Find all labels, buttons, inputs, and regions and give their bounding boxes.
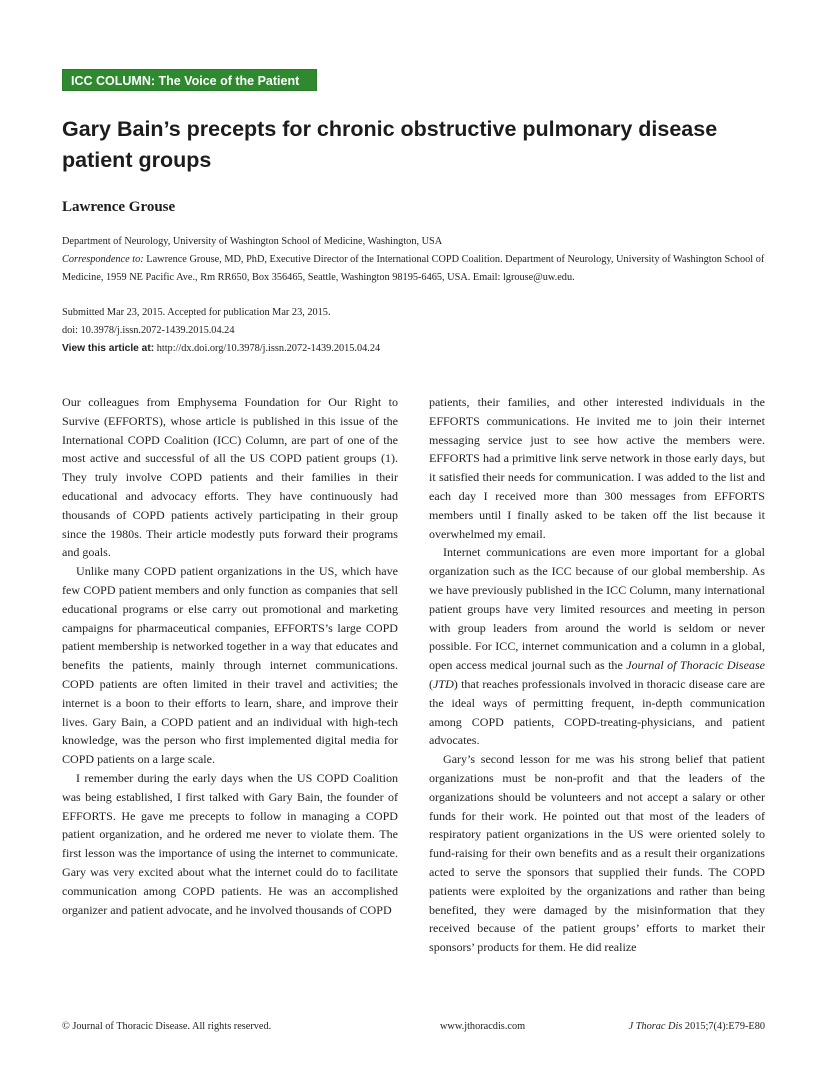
- paragraph: patients, their families, and other interested individuals in the EFFORTS communications. He invited me to join their internet messaging service just to see how active the members were. EFFORTS had a primitive link serve network in those early days, but it satisfied their needs for communication. I was added to the list and each day I received more than 300 messages from EFFORTS members until I finally asked to be taken off the list because it overwhelmed my email.: [429, 395, 765, 541]
- correspondence-text: Lawrence Grouse, MD, PhD, Executive Director of the International COPD Coalition. Department of Neurology, University of Washington School of Medicine, 1959 NE Pacific Ave., Rm RR650, Box 356465, Seattle, Washington 98195-6465, USA. Email: lgrouse@uw.edu.: [62, 254, 765, 283]
- view-article-line: [62, 340, 772, 357]
- affiliation: Department of Neurology, University of Washington School of Medicine, Washington, USA: [62, 236, 443, 247]
- body-column-right: [429, 393, 765, 957]
- paragraph: Unlike many COPD patient organizations in the US, which have few COPD patient members and only function as companies that sell educational programs or else carry out promotional and marketing campaigns for pharmaceutical companies, EFFORTS’s large COPD patient membership is networked together in a way that educates and benefits the patients, mainly through internet communications. COPD patients are often limited in their travel and activities; the internet is a boon to their efforts to learn, share, and improve their lives. Gary Bain, a COPD patient and an individual with high-tech knowledge, was the person who first implemented digital media for COPD patients on a large scale.: [62, 564, 398, 767]
- paragraph-text: Internet communications are even more important for a global organization such as the ICC because of our global membership. As we have previously published in the ICC Column, many international patient groups have very limited resources and meeting in person with group leaders from around the world is seldom or never possible. For ICC, internet communication and a column in a global, open access medical journal such as the: [429, 545, 765, 673]
- paragraph-text: ) that reaches professionals involved in thoracic disease care are the ideal ways of permitting frequent, in-depth communication among COPD patients, COPD-treating-physicians, and patient advocates.: [429, 676, 765, 748]
- article-title: Gary Bain’s precepts for chronic obstructive pulmonary disease patient groups: [62, 117, 718, 172]
- footer-website[interactable]: www.jthoracdis.com: [440, 1021, 526, 1032]
- paragraph: I remember during the early days when the US COPD Coalition was being established, I first talked with Gary Bain, the founder of EFFORTS. He gave me precepts to follow in managing a COPD patient organization, and he ordered me never to violate them. The first lesson was the importance of using the internet to communicate. Gary was very excited about what the internet could do to facilitate communication among COPD patients. He was an accomplished organizer and patient advocate, and he involved thousands of COPD: [62, 770, 398, 917]
- paragraph: Gary’s second lesson for me was his strong belief that patient organizations must be non-profit and that the leaders of the organizations should be volunteers and not accept a salary or other funds for their work. He pointed out that most of the leaders of respiratory patient organizations in the US were oriented solely to fund-raising for their own benefits and as a result their organizations acted to serve the sponsors that supplied their funds. The COPD patients were exploited by the organizations and rather than being benefited, they were damaged by the misinformation that they received because of the patient groups’ efforts to market their sponsors’ products for them. He did realize: [429, 752, 765, 955]
- paragraph: [429, 543, 765, 750]
- citation-journal: J Thorac Dis: [628, 1021, 683, 1032]
- body-column-left: [62, 393, 398, 919]
- correspondence-label: Correspondence to:: [62, 254, 144, 265]
- correspondence: [62, 251, 772, 287]
- citation-detail: 2015;7(4):E79-E80: [682, 1021, 765, 1032]
- footer-copyright: © Journal of Thoracic Disease. All rights reserved.: [62, 1021, 272, 1032]
- doi: doi: 10.3978/j.issn.2072-1439.2015.04.24: [62, 325, 235, 336]
- journal-abbreviation: JTD: [433, 676, 454, 691]
- paragraph-text: (: [429, 676, 434, 691]
- paragraph: Our colleagues from Emphysema Foundation for Our Right to Survive (EFFORTS), whose article is published in this issue of the International COPD Coalition (ICC) Column, are part of one of the most active and successful of all the US COPD patient groups (1). They truly involve COPD patients and their families in their educational and advocacy efforts. They have continuously had thousands of COPD patients actively participating in their group since the 1980s. Their article modestly puts forward their programs and goals.: [62, 395, 398, 560]
- footer-citation: [629, 1021, 765, 1032]
- author-name: Lawrence Grouse: [62, 199, 176, 215]
- view-article-label: View this article at:: [62, 343, 155, 354]
- view-article-link[interactable]: http://dx.doi.org/10.3978/j.issn.2072-1439.2015.04.24: [156, 343, 381, 354]
- submission-dates: Submitted Mar 23, 2015. Accepted for publication Mar 23, 2015.: [62, 307, 331, 318]
- journal-name: Journal of Thoracic Disease: [626, 658, 765, 673]
- column-tag: ICC COLUMN: The Voice of the Patient: [62, 69, 317, 91]
